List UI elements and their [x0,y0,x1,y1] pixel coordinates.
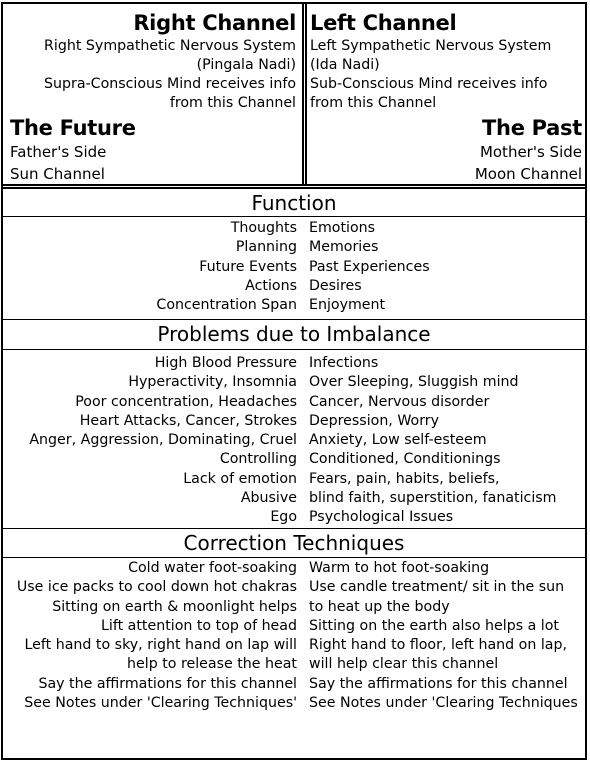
table-row [3,296,585,315]
right-channel-name: Sun Channel [10,165,105,183]
left-channel-cell: Depression, Worry [309,412,440,429]
right-channel-nadi: (Pingala Nadi) [196,57,296,73]
left-channel-cell: Over Sleeping, Sluggish mind [309,374,519,391]
table-row [3,238,585,257]
table-row [3,508,585,527]
left-channel-cell: will help clear this channel [309,656,499,673]
right-channel-cell: Future Events [199,258,297,275]
problems-rows [3,354,585,528]
left-channel-title: Left Channel [310,11,457,35]
right-channel-cell: Poor concentration, Headaches [75,393,297,410]
right-channel-cell: Concentration Span [156,297,297,314]
left-channel-cell: to heat up the body [309,598,450,615]
table-row [3,675,585,694]
correction-rows [3,559,585,713]
right-channel-title: Right Channel [133,11,296,35]
problems-top-rule [3,319,585,320]
left-channel-cell: Cancer, Nervous disorder [309,393,490,410]
left-channel-cell: Past Experiences [309,258,430,275]
right-channel-cell: High Blood Pressure [154,355,297,371]
left-channel-cell: Right hand to floor, left hand on lap, [309,637,567,654]
table-row [3,219,585,238]
left-channel-cell: Infections [309,355,379,371]
table-row [3,258,585,277]
left-channel-cell: blind faith, superstition, fanaticism [309,490,557,507]
table-row [3,470,585,489]
problems-heading-rule [3,349,585,350]
right-channel-cell: See Notes under 'Clearing Techniques' [24,695,297,712]
table-row [3,277,585,296]
right-channel-system: Right Sympathetic Nervous System [44,38,296,54]
right-channel-cell: Controlling [219,451,297,468]
right-channel-cell: Left hand to sky, right hand on lap will [24,637,297,654]
right-channel-mind-cont: from this Channel [169,95,296,111]
table-row [3,393,585,412]
right-channel-cell: Lift attention to top of head [100,617,297,634]
table-row [3,636,585,655]
left-channel-time: The Past [482,116,582,140]
right-channel-cell: Abusive [240,490,297,507]
right-channel-time: The Future [10,116,136,140]
left-channel-name: Moon Channel [474,165,582,183]
left-channel-cell: Conditioned, Conditionings [309,451,501,468]
left-channel-nadi: (Ida Nadi) [310,57,380,73]
right-channel-cell: Sitting on earth & moonlight helps [52,598,297,615]
table-row [3,617,585,636]
table-row [3,598,585,617]
function-heading-rule [3,216,585,217]
right-channel-cell: Cold water foot-soaking [128,560,297,576]
left-channel-cell: See Notes under 'Clearing Techniques [309,695,578,712]
channels-header [3,4,585,184]
right-channel-cell: help to release the heat [127,656,297,673]
left-channel-cell: Sitting on the earth also helps a lot [309,617,559,634]
right-channel-cell: Heart Attacks, Cancer, Strokes [79,412,297,429]
right-channel-mind: Supra-Conscious Mind receives info [44,76,296,92]
problems-heading: Problems due to Imbalance [157,322,431,346]
channels-table [1,2,587,760]
table-row [3,655,585,674]
table-row [3,354,585,373]
right-channel-side: Father's Side [10,143,107,161]
left-channel-cell: Anxiety, Low self-esteem [309,432,487,449]
correction-top-rule [3,528,585,529]
right-channel-cell: Use ice packs to cool down hot chakras [16,579,297,596]
left-channel-cell: Say the affirmations for this channel [309,675,568,692]
right-channel-cell: Actions [245,277,297,294]
right-channel-cell: Say the affirmations for this channel [38,675,297,692]
left-channel-cell: Emotions [309,220,376,236]
left-channel-cell: Use candle treatment/ sit in the sun [309,579,565,596]
table-row [3,489,585,508]
function-rows [3,219,585,315]
left-channel-side: Mother's Side [479,143,582,161]
left-channel-cell: Memories [309,239,379,256]
right-channel-cell: Thoughts [230,220,297,236]
right-channel-cell: Hyperactivity, Insomnia [128,374,297,391]
right-channel-cell: Planning [235,239,297,256]
left-channel-cell: Desires [309,277,362,294]
function-heading: Function [251,191,337,215]
header-divider [3,184,585,189]
left-channel-mind: Sub-Conscious Mind receives info [310,76,548,92]
table-row [3,578,585,597]
table-row [3,694,585,713]
table-row [3,431,585,450]
table-row [3,373,585,392]
left-channel-cell: Enjoyment [309,297,386,314]
left-channel-cell: Warm to hot foot-soaking [309,560,490,576]
table-row [3,559,585,578]
table-row [3,412,585,431]
right-channel-cell: Ego [270,509,297,526]
left-channel-mind-cont: from this Channel [310,95,437,111]
correction-heading-rule [3,557,585,558]
right-channel-cell: Anger, Aggression, Dominating, Cruel [29,432,297,449]
left-channel-cell: Psychological Issues [309,509,454,526]
right-channel-cell: Lack of emotion [183,470,297,487]
table-row [3,450,585,469]
left-channel-system: Left Sympathetic Nervous System [310,38,552,54]
correction-heading: Correction Techniques [183,531,405,555]
left-channel-cell: Fears, pain, habits, beliefs, [309,470,500,487]
column-divider [302,4,307,184]
